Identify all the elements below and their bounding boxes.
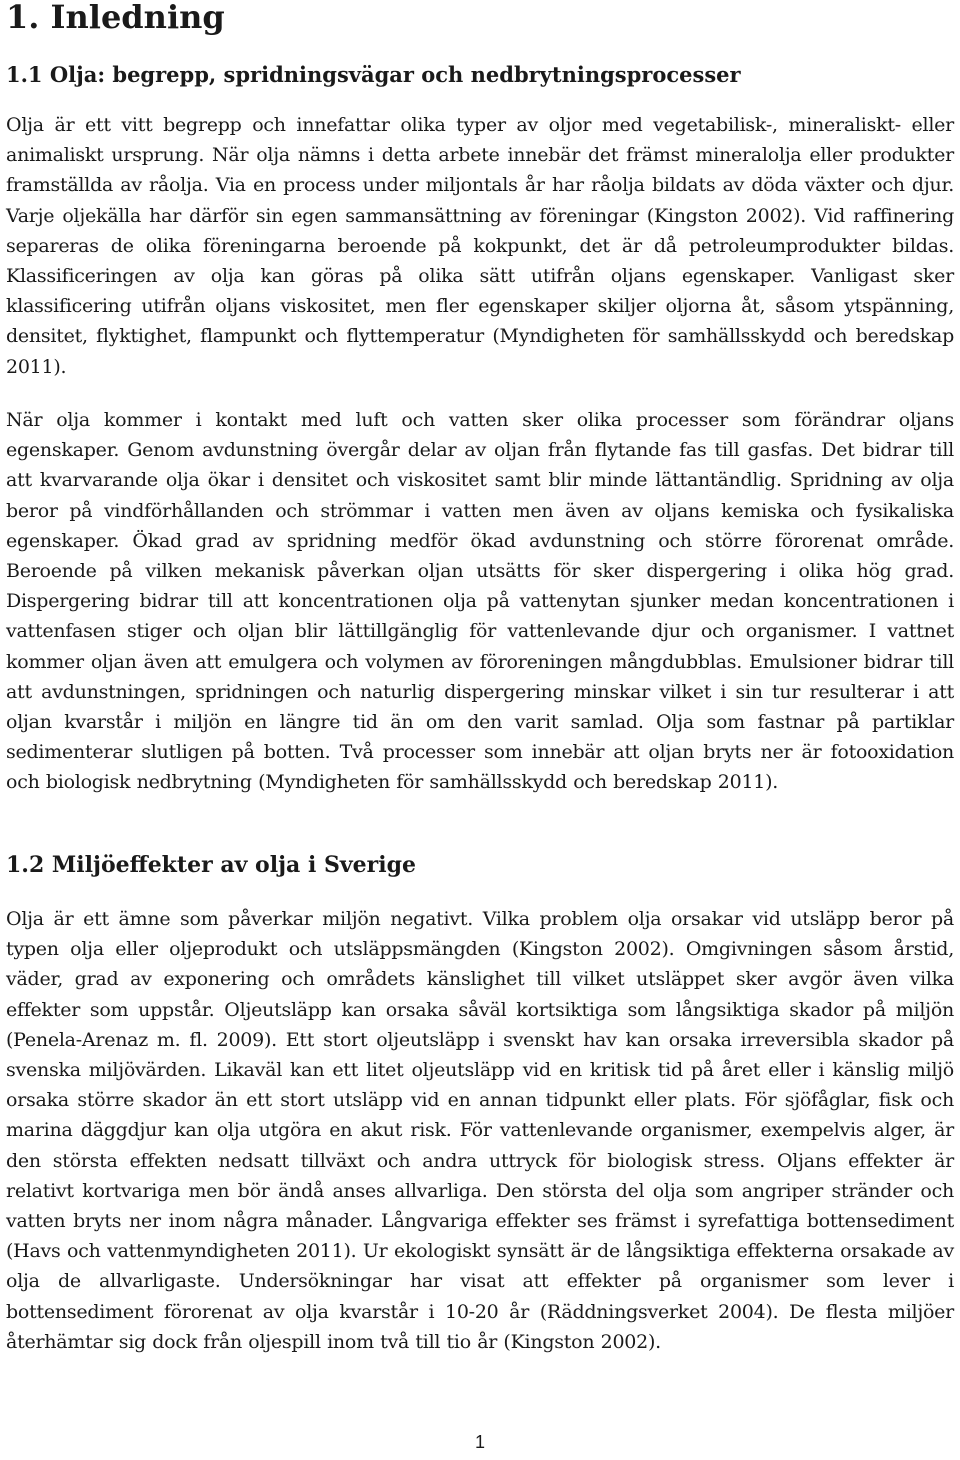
section-heading-1-1: 1.1 Olja: begrepp, spridningsvägar och nedbrytningsprocesser: [6, 62, 741, 87]
body-paragraph: När olja kommer i kontakt med luft och vatten sker olika processer som förändrar oljans egenskaper. Genom avdunstning övergår delar av oljan från flytande fas till gasfas. Det bidrar till att kvarvarande olja ökar i densitet och viskositet samt blir minde lättantändlig. Spridning av olja beror på vindförhållanden och strömmar i vatten men även av oljans kemiska och fysikaliska egenskaper. Ökad grad av spridning medför ökad avdunstning och större förorenat område. Beroende på vilken mekanisk påverkan oljan utsätts för sker dispergering i olika hög grad. Dispergering bidrar till att koncentrationen olja på vattenytan sjunker medan koncentrationen i vattenfasen stiger och oljan blir lättillgänglig för vattenlevande djur och organismer. I vattnet kommer oljan även att emulgera och volymen av föroreningen mångdubblas. Emulsioner bidrar till att avdunstningen, spridningen och naturlig dispergering minskar vilket i sin tur resulterar i att oljan kvarstår i miljön en längre tid än om den varit samlad. Olja som fastnar på partiklar sedimenterar slutligen på botten. Två processer som innebär att oljan bryts ner är fotooxidation och biologisk nedbrytning (Myndigheten för samhällsskydd och beredskap 2011).: [6, 409, 954, 794]
section-heading-1-2: 1.2 Miljöeffekter av olja i Sverige: [6, 852, 416, 878]
page-number: 1: [474, 1432, 485, 1452]
chapter-heading: 1. Inledning: [6, 0, 225, 36]
body-paragraph: Olja är ett vitt begrepp och innefattar olika typer av oljor med vegetabilisk-, mineraliskt- eller animaliskt ursprung. När olja nämns i detta arbete innebär det främst mineralolja eller produkter framställda av råolja. Via en process under miljontals år har råolja bildats av döda växter och djur. Varje oljekälla har därför sin egen sammansättning av föreningar (Kingston 2002). Vid raffinering separeras de olika föreningarna beroende på kokpunkt, det är då petroleumprodukter bildas. Klassificeringen av olja kan göras på olika sätt utifrån oljans egenskaper. Vanligast sker klassificering utifrån oljans viskositet, men fler egenskaper skiljer oljorna åt, såsom ytspänning, densitet, flyktighet, flampunkt och flyttemperatur (Myndigheten för samhällsskydd och beredskap 2011).: [6, 114, 954, 378]
body-paragraph: Olja är ett ämne som påverkar miljön negativt. Vilka problem olja orsakar vid utsläpp beror på typen olja eller oljeprodukt och utsläppsmängden (Kingston 2002). Omgivningen såsom årstid, väder, grad av exponering och områdets känslighet till vilket utsläppet sker avgör även vilka effekter som uppstår. Oljeutsläpp kan orsaka såväl kortsiktiga som långsiktiga skador på miljön (Penela-Arenaz m. fl. 2009). Ett stort oljeutsläpp i svenskt hav kan orsaka irreversibla skador på svenska miljövärden. Likaväl kan ett litet oljeutsläpp vid en kritisk tid på året eller i känslig miljö orsaka större skador än ett stort utsläpp vid en annan tidpunkt eller plats. För sjöfåglar, fisk och marina däggdjur kan olja utgöra en akut risk. För vattenlevande organismer, exempelvis alger, är den största effekten nedsatt tillväxt och andra uttryck för biologisk stress. Oljans effekter är relativt kortvariga men bör ändå anses allvarliga. Den största del olja som angriper stränder och vatten bryts ner inom några månader. Långvariga effekter ses främst i syrefattiga bottensediment (Havs och vattenmyndigheten 2011). Ur ekologiskt synsätt är de långsiktiga effekterna orsakade av olja de allvarligaste. Undersökningar har visat att effekter på organismer som lever i bottensediment förorenat av olja kvarstår i 10-20 år (Räddningsverket 2004). De flesta miljöer återhämtar sig dock från oljespill inom två till tio år (Kingston 2002).: [6, 908, 954, 1353]
